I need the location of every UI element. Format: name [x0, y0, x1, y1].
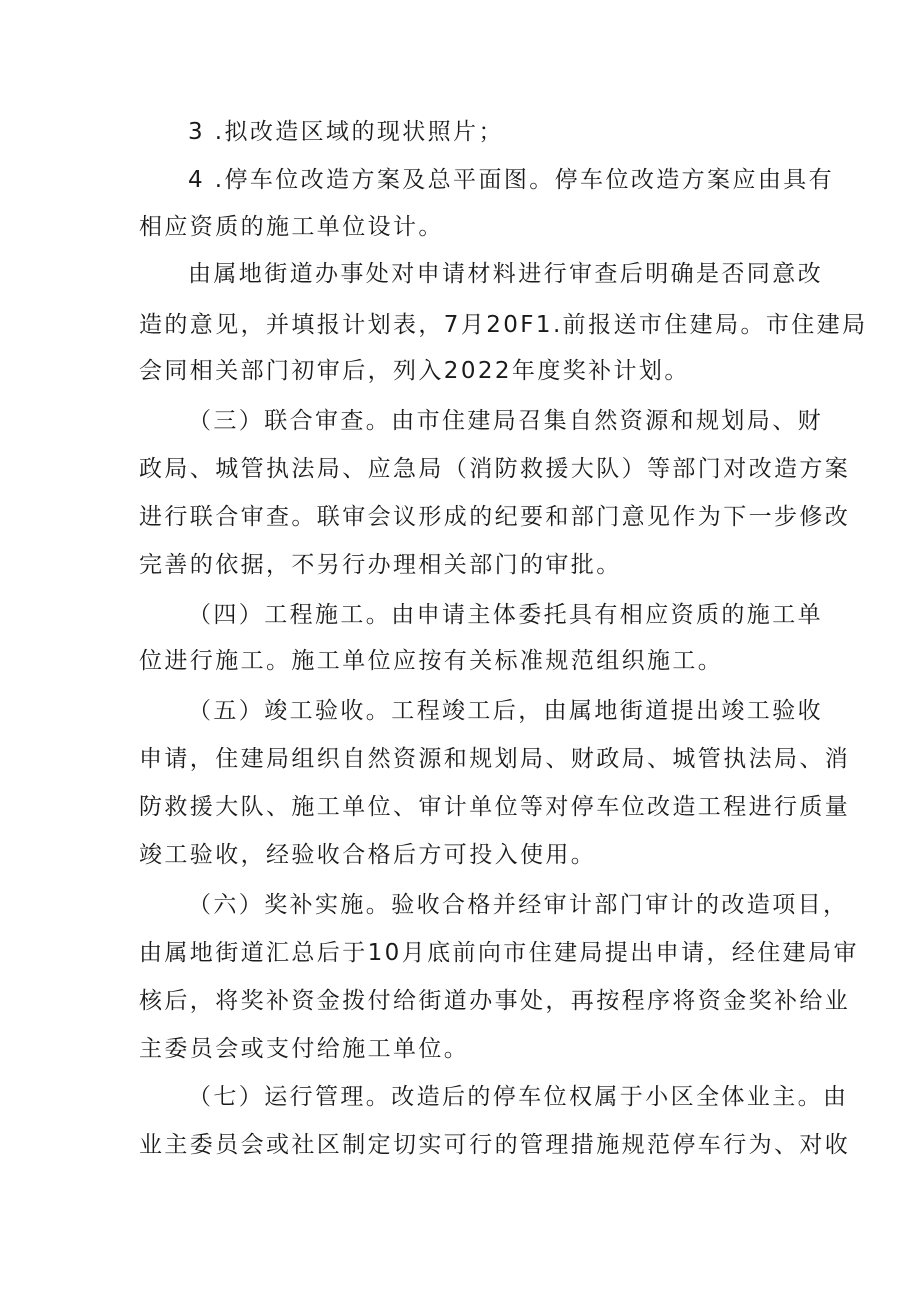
text-line: 4 .停车位改造方案及总平面图。停车位改造方案应由具有 — [188, 167, 835, 193]
text-line: 竣工验收，经验收合格后方可投入使用。 — [139, 842, 597, 868]
text-line: 完善的依据，不另行办理相关部门的审批。 — [139, 552, 622, 578]
text-line: 业主委员会或社区制定切实可行的管理措施规范停车行为、对收 — [139, 1132, 851, 1158]
text-line: （三）联合审查。由市住建局召集自然资源和规划局、财 — [188, 408, 823, 434]
text-line: 会同相关部门初审后，列入2022年度奖补计划。 — [139, 358, 690, 384]
text-line: 3 .拟改造区域的现状照片； — [188, 119, 504, 145]
text-line: （五）竣工验收。工程竣工后，由属地街道提出竣工验收 — [188, 698, 823, 724]
text-line: 核后，将奖补资金拨付给街道办事处，再按程序将资金奖补给业 — [139, 988, 851, 1014]
text-line: 防救援大队、施工单位、审计单位等对停车位改造工程进行质量 — [139, 794, 851, 820]
text-line: 位进行施工。施工单位应按有关标准规范组织施工。 — [139, 648, 724, 674]
text-line: 申请，住建局组织自然资源和规划局、财政局、城管执法局、消 — [139, 746, 851, 772]
text-line: （四）工程施工。由申请主体委托具有相应资质的施工单 — [188, 602, 823, 628]
text-line: 由属地街道汇总后于10月底前向市住建局提出申请，经住建局审 — [139, 940, 859, 966]
text-line: 由属地街道办事处对申请材料进行审查后明确是否同意改 — [188, 261, 823, 287]
text-line: （七）运行管理。改造后的停车位权属于小区全体业主。由 — [188, 1084, 849, 1110]
text-line: 主委员会或支付给施工单位。 — [139, 1036, 470, 1062]
text-line: 造的意见，并填报计划表，7月20F1.前报送市住建局。市住建局 — [139, 312, 868, 338]
text-line: 进行联合审查。联审会议形成的纪要和部门意见作为下一步修改 — [139, 504, 851, 530]
text-line: （六）奖补实施。验收合格并经审计部门审计的改造项目， — [188, 892, 849, 918]
text-line: 相应资质的施工单位设计。 — [139, 214, 444, 240]
text-line: 政局、城管执法局、应急局（消防救援大队）等部门对改造方案 — [139, 456, 851, 482]
